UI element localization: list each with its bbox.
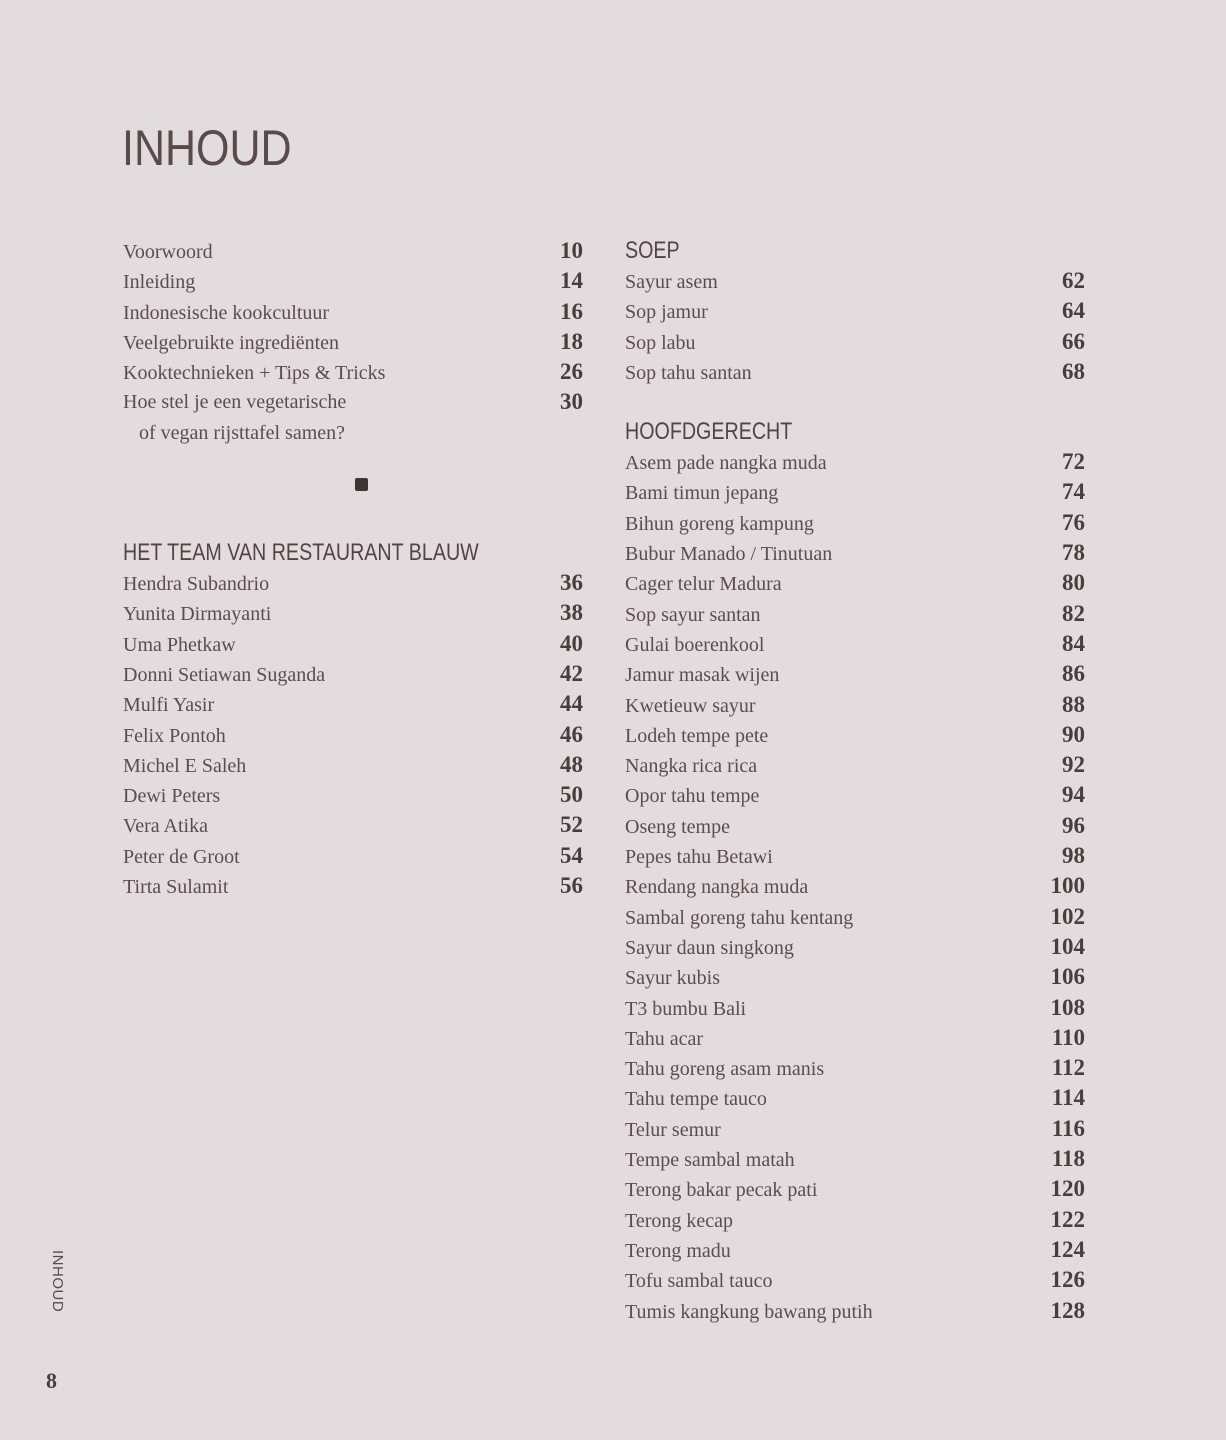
toc-entry[interactable] [625,1205,1085,1235]
toc-entry[interactable] [625,538,1085,568]
toc-entry-label: Dewi Peters [123,785,221,808]
section-heading-team: HET TEAM VAN RESTAURANT BLAUW [123,539,479,567]
toc-entry[interactable] [123,689,583,719]
toc-entry-page: 110 [1051,1024,1085,1050]
toc-entry-page: 112 [1051,1055,1085,1081]
toc-entry[interactable] [123,720,583,750]
toc-entry[interactable] [625,477,1085,507]
toc-entry-label [123,387,346,448]
toc-entry[interactable] [123,780,583,810]
toc-entry[interactable] [123,841,583,871]
toc-entry-page: 54 [560,842,583,868]
toc-entry-label: T3 bumbu Bali [625,997,747,1020]
toc-entry-page: 96 [1062,812,1085,838]
toc-entry-label: Bami timun jepang [625,482,779,505]
toc-entry-label: Tahu tempe tauco [625,1088,767,1111]
toc-entry-label: Rendang nangka muda [625,876,809,899]
toc-entry[interactable] [123,568,583,598]
toc-entry-label: Telur semur [625,1118,721,1141]
toc-entry-page: 116 [1051,1115,1085,1141]
toc-entry-label: Donni Setiawan Suganda [123,663,326,686]
page-title: INHOUD [122,120,292,176]
toc-entry-label: Sayur kubis [625,967,720,990]
toc-entry-label: Cager telur Madura [625,573,782,596]
section-gap [123,448,583,538]
toc-entry-page: 100 [1050,873,1085,899]
toc-entry[interactable] [625,962,1085,992]
toc-entry[interactable] [625,1053,1085,1083]
toc-entry-page: 102 [1050,903,1085,929]
toc-entry-page: 48 [560,751,583,777]
toc-entry-label: Tahu acar [625,1027,703,1050]
section-gap [625,387,1085,417]
toc-entry[interactable] [625,690,1085,720]
toc-entry-page: 78 [1062,540,1085,566]
toc-entry-label: Indonesische kookcultuur [123,301,330,324]
toc-entry-label: Veelgebruikte ingrediënten [123,331,340,354]
toc-entry-page: 50 [560,782,583,808]
toc-entry-page: 126 [1050,1267,1085,1293]
team-list [123,568,583,901]
toc-entry-label: Sop sayur santan [625,603,761,626]
toc-right-column [625,236,1085,1326]
toc-entry-page: 36 [560,570,583,596]
toc-entry[interactable] [123,659,583,689]
toc-entry-page: 106 [1050,964,1085,990]
section-separator-mark [355,478,368,491]
toc-entry-label: Sop labu [625,331,696,354]
toc-entry[interactable] [625,993,1085,1023]
toc-entry-label: Lodeh tempe pete [625,724,769,747]
toc-entry-page: 18 [560,328,583,354]
toc-entry-label: Uma Phetkaw [123,633,236,656]
toc-entry-label: Tahu goreng asam manis [625,1058,825,1081]
toc-entry[interactable] [625,508,1085,538]
toc-entry-page: 118 [1051,1146,1085,1172]
toc-entry-page: 82 [1062,600,1085,626]
toc-entry-label: Yunita Dirmayanti [123,603,272,626]
toc-entry-page: 64 [1062,298,1085,324]
toc-entry[interactable] [123,750,583,780]
toc-entry-label: Felix Pontoh [123,724,226,747]
toc-entry-label-line2: of vegan rijsttafel samen? [139,421,346,444]
toc-entry-label: Kwetieuw sayur [625,694,756,717]
toc-entry-label: Opor tahu tempe [625,785,760,808]
toc-entry-page: 44 [560,691,583,717]
toc-entry[interactable] [625,720,1085,750]
toc-entry[interactable] [625,296,1085,326]
toc-entry-label: Terong bakar pecak pati [625,1179,818,1202]
toc-entry[interactable] [123,598,583,628]
toc-entry[interactable] [123,871,583,901]
toc-entry-label: Sop jamur [625,301,708,324]
toc-entry-page: 84 [1062,630,1085,656]
intro-list [123,236,583,387]
toc-entry-label: Bubur Manado / Tinutuan [625,543,833,566]
toc-entry[interactable] [625,750,1085,780]
toc-entry-page: 88 [1062,691,1085,717]
toc-entry-label: Sop tahu santan [625,361,752,384]
toc-entry-page: 74 [1062,479,1085,505]
toc-entry-page: 68 [1062,358,1085,384]
toc-entry[interactable] [625,1144,1085,1174]
toc-entry[interactable] [625,811,1085,841]
toc-entry[interactable] [625,447,1085,477]
toc-entry-page: 52 [560,812,583,838]
toc-entry[interactable] [123,629,583,659]
toc-entry[interactable] [123,297,583,327]
toc-entry-label: Sayur asem [625,271,718,293]
toc-entry-page: 104 [1050,933,1085,959]
toc-entry-page: 80 [1062,570,1085,596]
toc-entry-label: Tofu sambal tauco [625,1270,773,1293]
soep-list [625,266,1085,387]
toc-entry[interactable] [123,810,583,840]
toc-entry-page: 92 [1062,752,1085,778]
toc-entry-page: 40 [560,630,583,656]
toc-entry-page: 86 [1062,661,1085,687]
toc-left-column [123,236,583,901]
toc-entry-label: Bihun goreng kampung [625,512,814,535]
toc-entry-label: Asem pade nangka muda [625,452,827,475]
toc-entry-label: Terong madu [625,1239,731,1262]
toc-entry[interactable] [625,902,1085,932]
toc-entry-label: Pepes tahu Betawi [625,846,773,869]
toc-entry-page: 56 [560,873,583,899]
toc-entry[interactable] [625,629,1085,659]
toc-entry-label: Sayur daun singkong [625,936,794,959]
toc-entry-page: 114 [1051,1085,1085,1111]
toc-entry[interactable] [625,932,1085,962]
toc-entry-page: 124 [1050,1236,1085,1262]
toc-entry-label: Terong kecap [625,1209,733,1232]
toc-entry[interactable] [625,327,1085,357]
toc-entry[interactable] [625,871,1085,901]
toc-entry[interactable] [625,1265,1085,1295]
toc-entry-label: Mulfi Yasir [123,694,215,717]
toc-entry[interactable] [625,266,1085,296]
toc-entry-label: Inleiding [123,271,196,294]
toc-entry[interactable] [625,568,1085,598]
toc-entry[interactable] [123,327,583,357]
toc-entry-page: 90 [1062,721,1085,747]
toc-entry-label: Gulai boerenkool [625,633,765,656]
hoofdgerecht-list [625,447,1085,1326]
toc-entry[interactable] [625,357,1085,387]
toc-entry-page: 66 [1062,328,1085,354]
toc-entry[interactable] [625,1023,1085,1053]
toc-entry[interactable] [625,1174,1085,1204]
toc-entry-page: 42 [560,660,583,686]
toc-entry-label: Vera Atika [123,815,208,838]
toc-entry-label: Voorwoord [123,241,213,263]
section-heading-soep: SOEP [625,237,680,264]
toc-entry[interactable] [123,266,583,296]
toc-entry-label: Tirta Sulamit [123,876,229,899]
toc-entry[interactable] [625,1296,1085,1326]
toc-entry-label: Jamur masak wijen [625,664,780,687]
toc-entry-page: 72 [1062,449,1085,475]
toc-entry-page: 76 [1062,509,1085,535]
toc-entry[interactable] [625,780,1085,810]
toc-entry-label: Tempe sambal matah [625,1149,795,1172]
toc-entry[interactable] [625,1114,1085,1144]
toc-entry-label: Hendra Subandrio [123,573,270,596]
toc-entry-page: 98 [1062,843,1085,869]
page-number: 8 [46,1368,57,1393]
toc-entry[interactable] [123,236,583,266]
toc-entry-label: Peter de Groot [123,845,240,868]
toc-entry-label: Tumis kangkung bawang putih [625,1300,873,1323]
toc-entry-page: 38 [560,600,583,626]
toc-entry-label-line1: Hoe stel je een vegetarische [123,391,347,414]
toc-entry-rijsttafel[interactable] [123,387,583,448]
toc-entry[interactable] [625,1235,1085,1265]
toc-entry-label: Michel E Saleh [123,754,247,777]
toc-entry-label: Kooktechnieken + Tips & Tricks [123,362,386,385]
toc-entry-page: 120 [1050,1176,1085,1202]
toc-entry[interactable] [625,659,1085,689]
toc-entry-label: Oseng tempe [625,815,730,838]
toc-entry[interactable] [625,841,1085,871]
toc-entry[interactable] [123,357,583,387]
toc-entry[interactable] [625,599,1085,629]
toc-entry[interactable] [625,1083,1085,1113]
toc-entry-page: 128 [1050,1297,1085,1323]
toc-entry-page: 108 [1050,994,1085,1020]
toc-entry-label: Sambal goreng tahu kentang [625,906,854,929]
toc-entry-page: 14 [560,268,583,294]
toc-entry-page: 30 [560,389,583,415]
section-heading-hoofdgerecht: HOOFDGERECHT [625,418,793,446]
toc-entry-page: 62 [1062,268,1085,293]
toc-entry-page: 26 [560,359,583,385]
toc-entry-page: 46 [560,721,583,747]
toc-entry-page: 10 [560,238,583,263]
running-section-label: INHOUD [49,1250,66,1313]
toc-entry-label: Nangka rica rica [625,755,758,778]
toc-entry-page: 16 [560,298,583,324]
toc-entry-page: 94 [1062,782,1085,808]
toc-entry-page: 122 [1050,1206,1085,1232]
